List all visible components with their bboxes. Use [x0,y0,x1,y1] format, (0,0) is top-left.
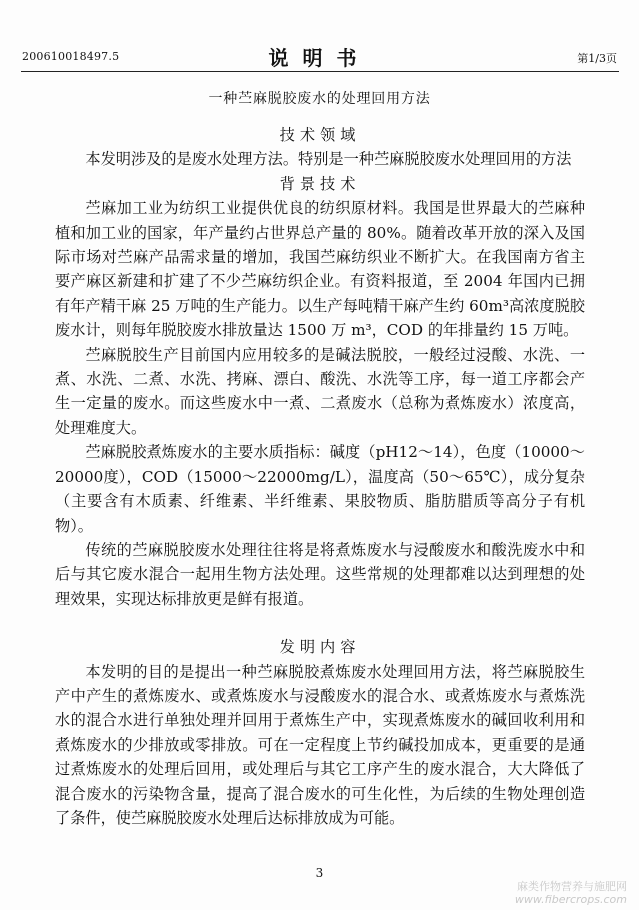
header-title: 说明书 [268,46,371,70]
page-indicator: 第1/3页 [577,52,617,65]
background-paragraph-4: 传统的苎麻脱胶废水处理往往将是将煮炼废水与浸酸废水和酸洗废水中和后与其它废水混合一起用生物方法处理。这些常规的处理都难以达到理想的处理效果，实现达标排放更是鲜有报道。 [55,540,585,608]
document-title: 一种苎麻脱胶废水的处理回用方法 [208,91,431,107]
watermark-url: www.fibercrops.com [514,893,627,906]
heading-background: 背景技术 [279,174,361,193]
background-paragraph-3: 苎麻脱胶煮炼废水的主要水质指标：碱度（pH12～14），色度（10000～20000度），COD（15000～22000mg/L），温度高（50～65℃），成分复杂（主要含有木质素、纤维素、半纤维素、果胶物质、脂肪腊质等高分子有机物）。 [55,443,585,535]
section-gap [55,611,585,635]
watermark-site-name: 麻类作物营养与施肥网 [517,880,627,893]
technical-field-text: 本发明涉及的是废水处理方法。特别是一种苎麻脱胶废水处理回用的方法 [85,150,572,169]
header-divider [21,71,619,72]
invention-paragraph-1: 本发明的目的是提出一种苎麻脱胶煮炼废水处理回用方法，将苎麻脱胶生产中产生的煮炼废水、或煮炼废水与浸酸废水的混合水、或煮炼废水与煮炼洗水的混合水进行单独处理并回用于煮炼生产中，实现煮炼废水的碱回收利用和煮炼废水的少排放或零排放。可在一定程度上节约碱投加成本，更重要的是通过煮炼废水的处理后回用，或处理后与其它工序产生的废水混合，大大降低了混合废水的污染物含量，提高了混合废水的可生化性，为后续的生物处理创造了条件，使苎麻脱胶废水处理后达标排放成为可能。 [55,662,585,827]
heading-technical-field: 技术领域 [279,126,361,144]
background-paragraph-1: 苎麻加工业为纺织工业提供优良的纺织原材料。我国是世界最大的苎麻种植和加工业的国家，年产量约占世界总产量的 80%。随着改革开放的深入及国际市场对苎麻产品需求量的增加，我国苎麻纺织业不断扩大。在我国南方省主要产麻区新建和扩建了不少苎麻纺织企业。有资料报道，至 2004 年国内已拥有年产精干麻 25 万吨的生产能力。以生产每吨精干麻产生约 60m³高浓度脱胶废水计，则每年脱胶废水排放量达 1500 万 m³，COD 的年排量约 15 万吨。 [55,199,585,340]
page-number: 3 [315,866,324,880]
background-paragraph-2: 苎麻脱胶生产目前国内应用较多的是碱法脱胶，一般经过浸酸、水洗、一煮、水洗、二煮、水洗、拷麻、漂白、酸洗、水洗等工序，每一道工序都会产生一定量的废水。而这些废水中一煮、二煮废水（总称为煮炼废水）浓度高，处理难度大。 [55,345,585,437]
document-number: 200610018497.5 [22,50,120,63]
document-body [55,123,585,830]
heading-invention: 发明内容 [279,638,361,657]
